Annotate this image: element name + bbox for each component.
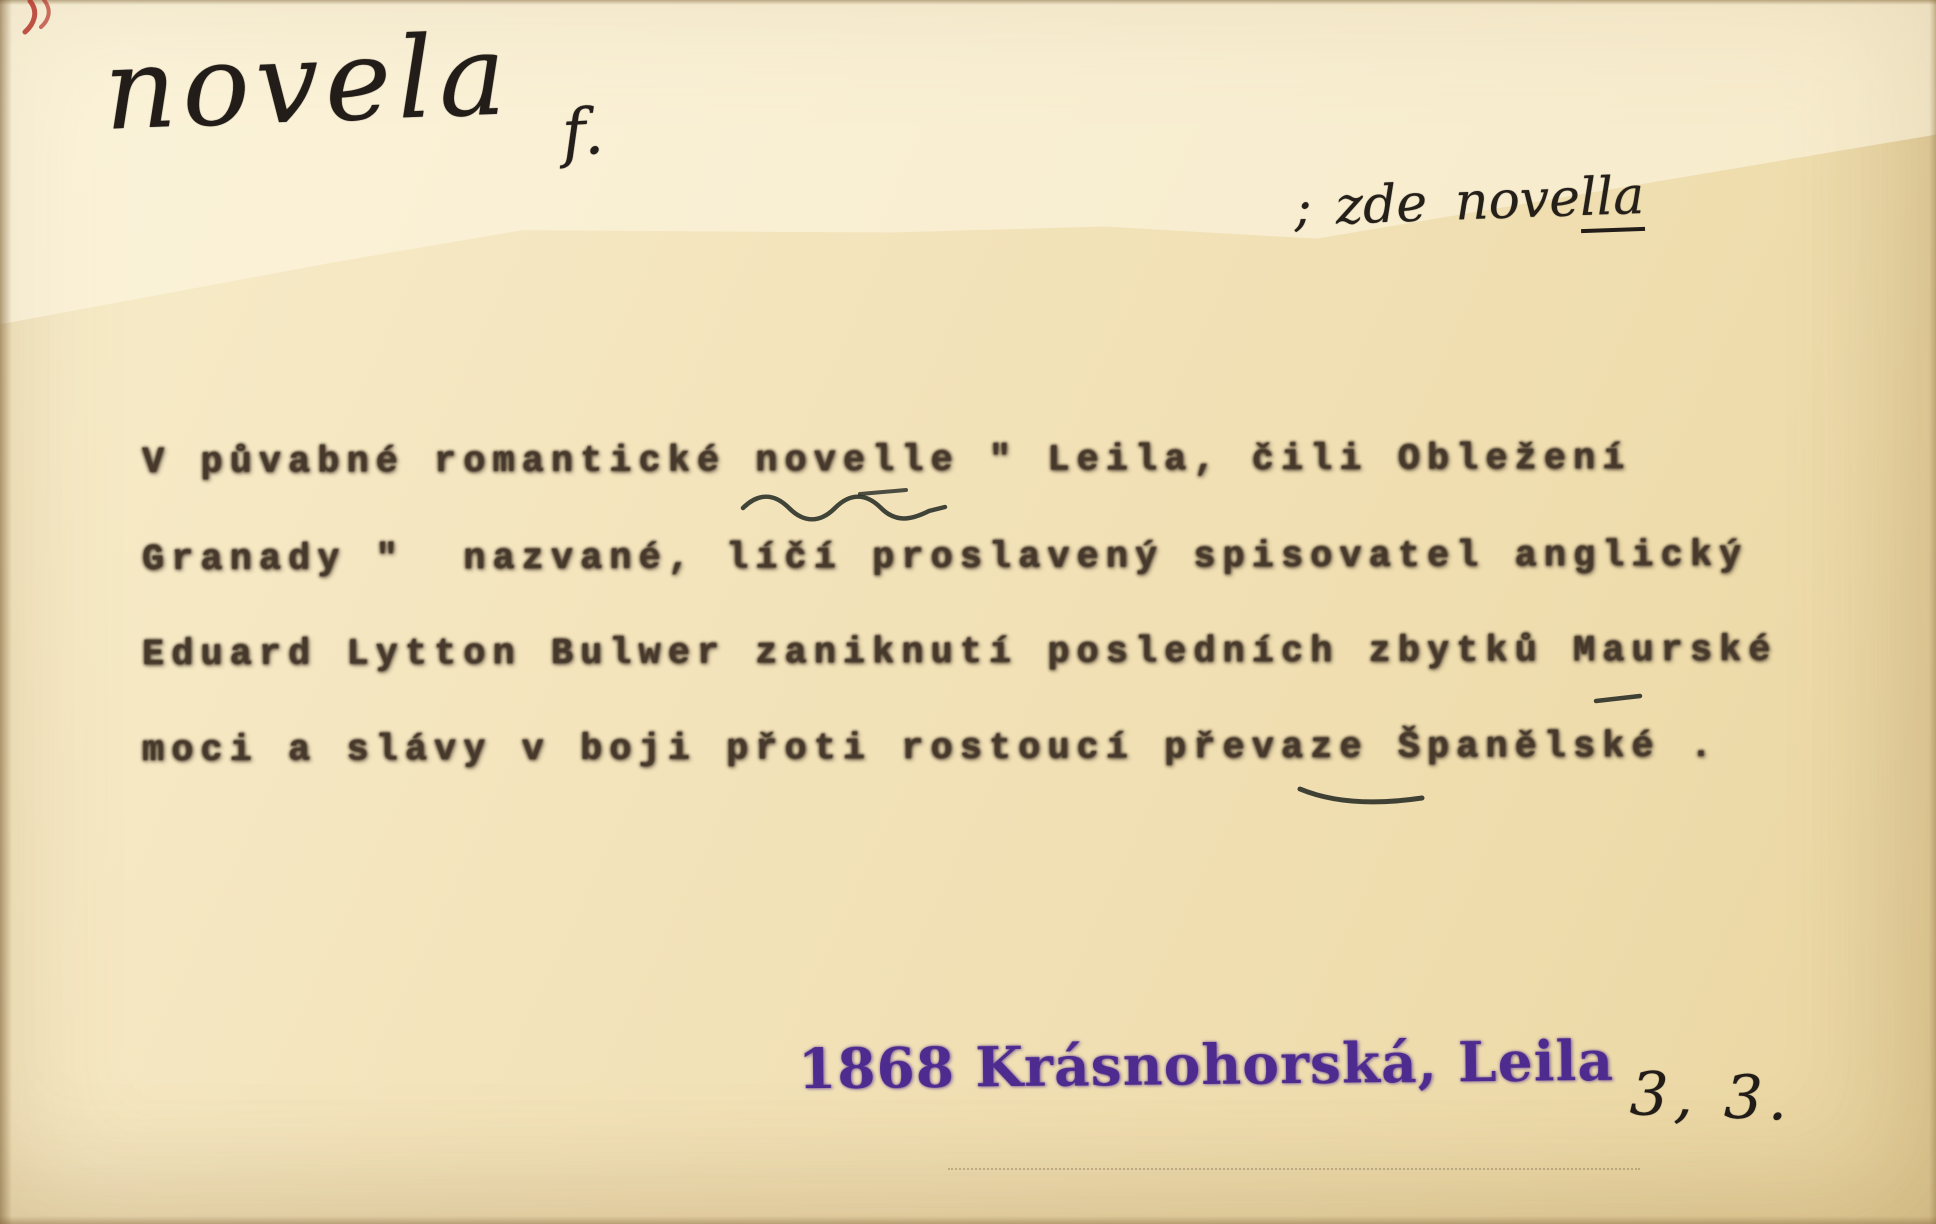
margin-note-underlined: lla	[1579, 166, 1645, 233]
gender-label: f.	[560, 94, 606, 172]
margin-note-word: zde	[1334, 173, 1429, 237]
typed-line-4: moci a slávy v boji přoti rostoucí převaze Španělské .	[141, 725, 1720, 773]
margin-note-word: nove	[1453, 168, 1581, 233]
typed-line-2: Granady " nazvané, líčí proslavený spisovatel anglický	[141, 534, 1749, 582]
margin-note-punct: ;	[1293, 177, 1313, 239]
typed-line-1: V půvabné romantické novelle " Leila, čili Obležení	[141, 438, 1632, 484]
headword-handwritten: novela	[101, 10, 515, 156]
page-reference-handwritten: 3, 3.	[1628, 1059, 1795, 1135]
accession-stamp: 1868 Krásnohorská, Leila	[797, 1027, 1615, 1102]
typed-line-3: Eduard Lytton Bulwer zaniknutí posledních zbytků Maurské	[141, 629, 1778, 677]
faint-dotted-line	[948, 1168, 1640, 1170]
